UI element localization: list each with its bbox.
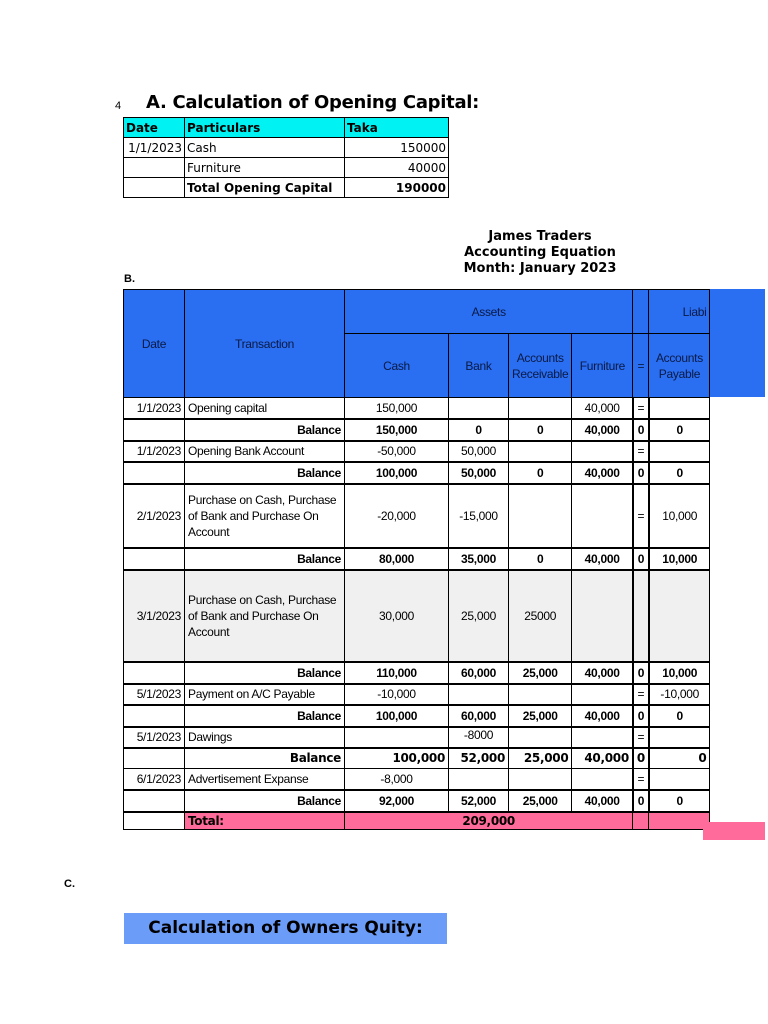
cell-bank: 60,000 [449, 662, 509, 684]
cell-equals: 0 [633, 419, 649, 441]
balance-row [124, 662, 710, 684]
cell-transaction: Opening capital [185, 398, 345, 419]
cell-equals: = [633, 398, 649, 419]
cell-equals: = [633, 484, 649, 548]
cell-bank: 50,000 [449, 462, 509, 484]
cell-accounts-receivable [509, 484, 572, 548]
total-spacer [124, 812, 185, 830]
report-month: Month: January 2023 [463, 261, 617, 276]
cell-cash: -8,000 [345, 769, 449, 790]
cell-bank: -8000 [449, 727, 509, 748]
cell-furniture: 40,000 [572, 662, 633, 684]
cell-bank: 52,000 [449, 790, 509, 812]
cell-cash: 150,000 [345, 419, 449, 441]
cell-accounts-receivable [509, 398, 572, 419]
cell-furniture [572, 484, 633, 548]
cell-bank: 50,000 [449, 441, 509, 462]
cell-date [124, 662, 185, 684]
cell-equals: 0 [633, 462, 649, 484]
cell-transaction: Balance [185, 748, 345, 769]
question-number: 4 [115, 100, 122, 112]
cell-equals: 0 [633, 548, 649, 570]
cell-transaction: Purchase on Cash, Purchase of Bank and Purchase On Account [185, 484, 345, 548]
cell-taka: 150000 [345, 138, 449, 158]
balance-row [124, 462, 710, 484]
cell-transaction: Balance [185, 462, 345, 484]
cell-furniture: 40,000 [572, 705, 633, 727]
company-name: James Traders [488, 229, 592, 244]
cell-bank: 52,000 [449, 748, 509, 769]
cell-accounts-receivable: 25,000 [509, 705, 572, 727]
header-assets: Assets [345, 290, 633, 334]
cell-accounts-receivable: 0 [509, 419, 572, 441]
cell-transaction: Balance [185, 705, 345, 727]
cell-date [124, 705, 185, 727]
header-cash: Cash [345, 334, 449, 398]
balance-row [124, 548, 710, 570]
cell-accounts-receivable: 25000 [509, 570, 572, 662]
cell-cash: 100,000 [345, 462, 449, 484]
cell-particulars: Total Opening Capital [185, 178, 345, 198]
cell-furniture: 40,000 [572, 548, 633, 570]
cell-bank: 35,000 [449, 548, 509, 570]
header-equals: = [633, 334, 649, 398]
cell-bank [449, 684, 509, 705]
liabilities-header-fill [703, 289, 765, 397]
cell-furniture [572, 684, 633, 705]
cell-transaction: Opening Bank Account [185, 441, 345, 462]
cell-cash [345, 727, 449, 748]
cell-accounts-payable: 0 [649, 790, 710, 812]
header-date: Date [124, 290, 185, 398]
cell-accounts-payable [649, 727, 710, 748]
cell-accounts-payable: 0 [649, 705, 710, 727]
transaction-row [124, 398, 710, 419]
table-row [124, 158, 449, 178]
cell-date [124, 748, 185, 769]
header-liabilities: Liabi [649, 290, 710, 334]
total-ap-spacer [649, 812, 710, 830]
cell-cash: 150,000 [345, 398, 449, 419]
cell-transaction: Balance [185, 662, 345, 684]
cell-transaction: Dawings [185, 727, 345, 748]
cell-accounts-payable: 0 [649, 462, 710, 484]
cell-cash: -10,000 [345, 684, 449, 705]
cell-accounts-payable: 0 [649, 748, 710, 769]
cell-furniture [572, 727, 633, 748]
cell-date [124, 178, 185, 198]
cell-cash: 30,000 [345, 570, 449, 662]
cell-accounts-payable [649, 398, 710, 419]
cell-cash: 100,000 [345, 748, 449, 769]
cell-date: 1/1/2023 [124, 398, 185, 419]
cell-accounts-receivable: 25,000 [509, 662, 572, 684]
cell-date [124, 790, 185, 812]
cell-accounts-receivable [509, 769, 572, 790]
table-row [124, 178, 449, 198]
cell-date: 3/1/2023 [124, 570, 185, 662]
cell-date [124, 462, 185, 484]
cell-bank [449, 769, 509, 790]
transaction-row [124, 727, 710, 748]
cell-date [124, 419, 185, 441]
cell-transaction: Payment on A/C Payable [185, 684, 345, 705]
cell-date: 5/1/2023 [124, 727, 185, 748]
cell-bank: -15,000 [449, 484, 509, 548]
cell-transaction: Balance [185, 790, 345, 812]
header-eq-spacer [633, 290, 649, 334]
cell-accounts-payable: -10,000 [649, 684, 710, 705]
header-bank: Bank [449, 334, 509, 398]
cell-accounts-receivable [509, 727, 572, 748]
total-row [124, 812, 710, 830]
total-row-overflow-fill [703, 822, 765, 840]
total-label: Total: [185, 812, 345, 830]
cell-date: 6/1/2023 [124, 769, 185, 790]
cell-accounts-receivable: 25,000 [509, 790, 572, 812]
cell-date: 1/1/2023 [124, 441, 185, 462]
cell-accounts-receivable: 0 [509, 462, 572, 484]
transaction-row [124, 684, 710, 705]
opening-capital-table [123, 117, 449, 198]
cell-transaction: Balance [185, 419, 345, 441]
cell-date [124, 548, 185, 570]
cell-equals [633, 570, 649, 662]
cell-transaction: Advertisement Expanse [185, 769, 345, 790]
header-row-1 [124, 290, 710, 334]
cell-transaction: Purchase on Cash, Purchase of Bank and Purchase On Account [185, 570, 345, 662]
cell-equals: = [633, 441, 649, 462]
cell-particulars: Cash [185, 138, 345, 158]
cell-bank: 60,000 [449, 705, 509, 727]
transaction-row [124, 441, 710, 462]
cell-equals: 0 [633, 705, 649, 727]
cell-furniture [572, 769, 633, 790]
header-accounts-receivable: Accounts Receivable [509, 334, 572, 398]
cell-date: 2/1/2023 [124, 484, 185, 548]
transaction-row [124, 570, 710, 662]
cell-equals: = [633, 684, 649, 705]
cell-equals: = [633, 769, 649, 790]
cell-accounts-receivable [509, 441, 572, 462]
header-particulars: Particulars [185, 118, 345, 138]
cell-accounts-payable: 10,000 [649, 662, 710, 684]
transaction-row [124, 769, 710, 790]
cell-taka: 40000 [345, 158, 449, 178]
cell-cash: 80,000 [345, 548, 449, 570]
cell-cash: 100,000 [345, 705, 449, 727]
cell-equals: 0 [633, 748, 649, 769]
cell-accounts-payable: 0 [649, 419, 710, 441]
cell-accounts-receivable: 0 [509, 548, 572, 570]
cell-furniture: 40,000 [572, 398, 633, 419]
balance-row [124, 790, 710, 812]
cell-furniture: 40,000 [572, 748, 633, 769]
cell-cash: -50,000 [345, 441, 449, 462]
cell-equals: = [633, 727, 649, 748]
transaction-row [124, 484, 710, 548]
total-eq-spacer [633, 812, 649, 830]
cell-accounts-payable [649, 570, 710, 662]
owners-equity-title: Calculation of Owners Quity: [124, 913, 447, 944]
cell-furniture [572, 570, 633, 662]
cell-cash: 92,000 [345, 790, 449, 812]
cell-equals: 0 [633, 662, 649, 684]
cell-cash: 110,000 [345, 662, 449, 684]
balance-row [124, 748, 710, 769]
cell-accounts-receivable: 25,000 [509, 748, 572, 769]
header-transaction: Transaction [185, 290, 345, 398]
cell-taka: 190000 [345, 178, 449, 198]
cell-furniture [572, 441, 633, 462]
cell-date: 1/1/2023 [124, 138, 185, 158]
table-row [124, 138, 449, 158]
cell-cash: -20,000 [345, 484, 449, 548]
cell-accounts-payable: 10,000 [649, 548, 710, 570]
total-value: 209,000 [345, 812, 633, 830]
balance-row [124, 419, 710, 441]
accounting-equation-table [123, 289, 710, 830]
cell-accounts-payable [649, 769, 710, 790]
report-title: Accounting Equation [464, 245, 616, 260]
cell-accounts-receivable [509, 684, 572, 705]
balance-row [124, 705, 710, 727]
cell-bank [449, 398, 509, 419]
cell-accounts-payable: 10,000 [649, 484, 710, 548]
cell-date: 5/1/2023 [124, 684, 185, 705]
opening-capital-title: A. Calculation of Opening Capital: [146, 92, 480, 113]
cell-particulars: Furniture [185, 158, 345, 178]
header-date: Date [124, 118, 185, 138]
section-b-label: B. [124, 273, 135, 285]
header-furniture: Furniture [572, 334, 633, 398]
table-header-row [124, 118, 449, 138]
header-accounts-payable: Accounts Payable [649, 334, 710, 398]
cell-transaction: Balance [185, 548, 345, 570]
header-taka: Taka [345, 118, 449, 138]
cell-furniture: 40,000 [572, 419, 633, 441]
cell-furniture: 40,000 [572, 462, 633, 484]
cell-date [124, 158, 185, 178]
cell-bank: 0 [449, 419, 509, 441]
cell-furniture: 40,000 [572, 790, 633, 812]
cell-bank: 25,000 [449, 570, 509, 662]
cell-equals: 0 [633, 790, 649, 812]
section-c-label: C. [64, 878, 75, 890]
cell-accounts-payable [649, 441, 710, 462]
